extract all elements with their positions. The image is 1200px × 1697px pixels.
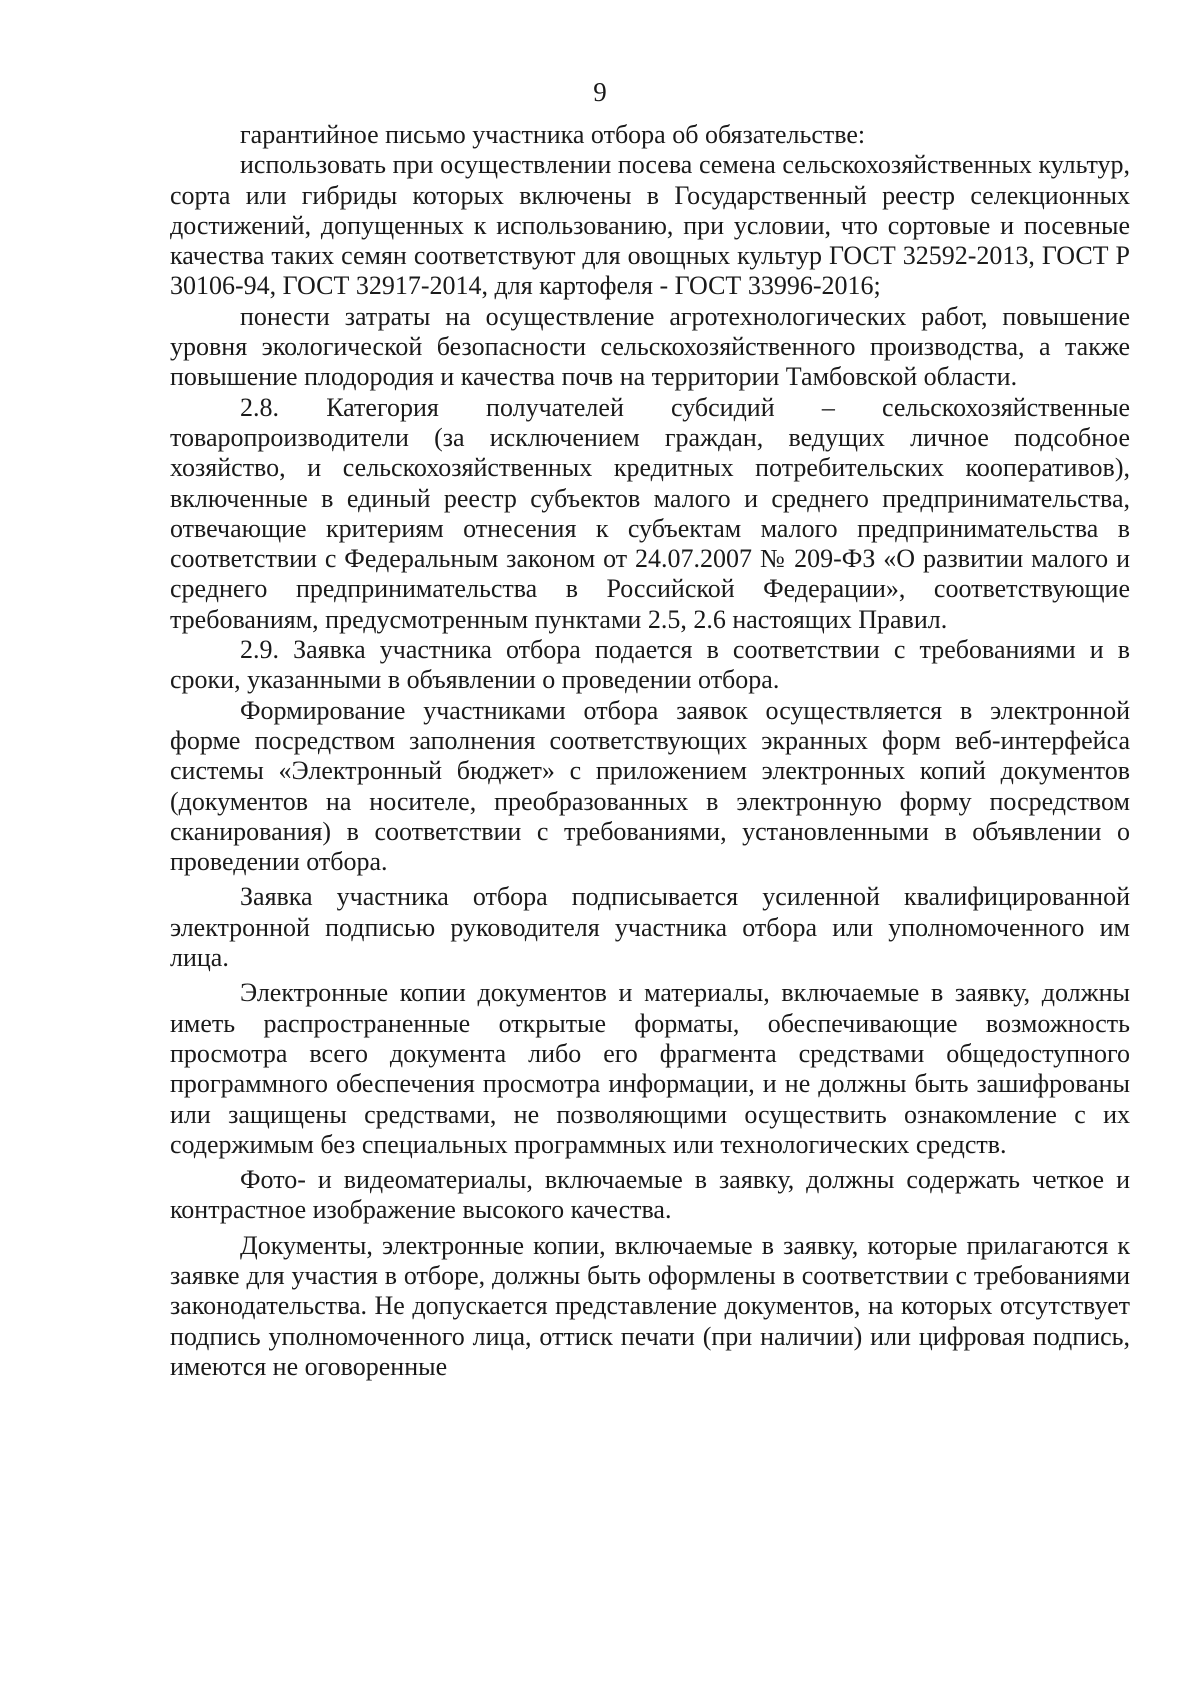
paragraph-2-8-recipients: 2.8. Категория получателей субсидий – сельскохозяйственные товаропроизводители (за исключением граждан, ведущих личное подсобное хозяйство, и сельскохозяйственных кредитных потребительских кооперативов), включенные в единый реестр субъектов малого и среднего предпринимательства, отвечающие критериям отнесения к субъектам малого предпринимательства в соответствии с Федеральным законом от 24.07.2007 № 209-ФЗ «О развитии малого и среднего предпринимательства в Российской Федерации», соответствующие требованиям, предусмотренным пунктами 2.5, 2.6 настоящих Правил. [170,392,1130,634]
paragraph-documents-requirements: Документы, электронные копии, включаемые в заявку, которые прилагаются к заявке для участия в отборе, должны быть оформлены в соответствии с требованиями законодательства. Не допускается представление документов, на которых отсутствует подпись уполномоченного лица, оттиск печати (при наличии) или цифровая подпись, имеются не оговоренные [170,1230,1130,1381]
paragraph-2-9-application: 2.9. Заявка участника отбора подается в соответствии с требованиями и в сроки, указанными в объявлении о проведении отбора. [170,635,1130,695]
paragraph-signature: Заявка участника отбора подписывается усиленной квалифицированной электронной подписью руководителя участника отбора или уполномоченного им лица. [170,882,1130,973]
page-number: 9 [593,77,607,107]
paragraph-guarantee-letter: гарантийное письмо участника отбора об обязательстве: [240,120,866,149]
document-body [170,120,1130,1382]
paragraph-electronic-copies: Электронные копии документов и материалы, включаемые в заявку, должны иметь распространенные открытые форматы, обеспечивающие возможность просмотра всего документа либо его фрагмента средствами общедоступного программного обеспечения просмотра информации, и не должны быть зашифрованы или защищены средствами, не позволяющими осуществить ознакомление с их содержимым без специальных программных или технологических средств. [170,978,1130,1159]
paragraph-costs-obligation: понести затраты на осуществление агротехнологических работ, повышение уровня экологической безопасности сельскохозяйственного производства, а также повышение плодородия и качества почв на территории Тамбовской области. [170,301,1130,392]
paragraph-electronic-form: Формирование участниками отбора заявок осуществляется в электронной форме посредством заполнения соответствующих экранных форм веб-интерфейса системы «Электронный бюджет» с приложением электронных копий документов (документов на носителе, преобразованных в электронную форму посредством сканирования) в соответствии с требованиями, установленными в объявлении о проведении отбора. [170,695,1130,877]
paragraph-photo-video: Фото- и видеоматериалы, включаемые в заявку, должны содержать четкое и контрастное изображение высокого качества. [170,1165,1130,1225]
paragraph-seed-obligation: использовать при осуществлении посева семена сельскохозяйственных культур, сорта или гибриды которых включены в Государственный реестр селекционных достижений, допущенных к использованию, при условии, что сортовые и посевные качества таких семян соответствуют для овощных культур ГОСТ 32592-2013, ГОСТ Р 30106-94, ГОСТ 32917-2014, для картофеля - ГОСТ 33996-2016; [170,150,1130,301]
